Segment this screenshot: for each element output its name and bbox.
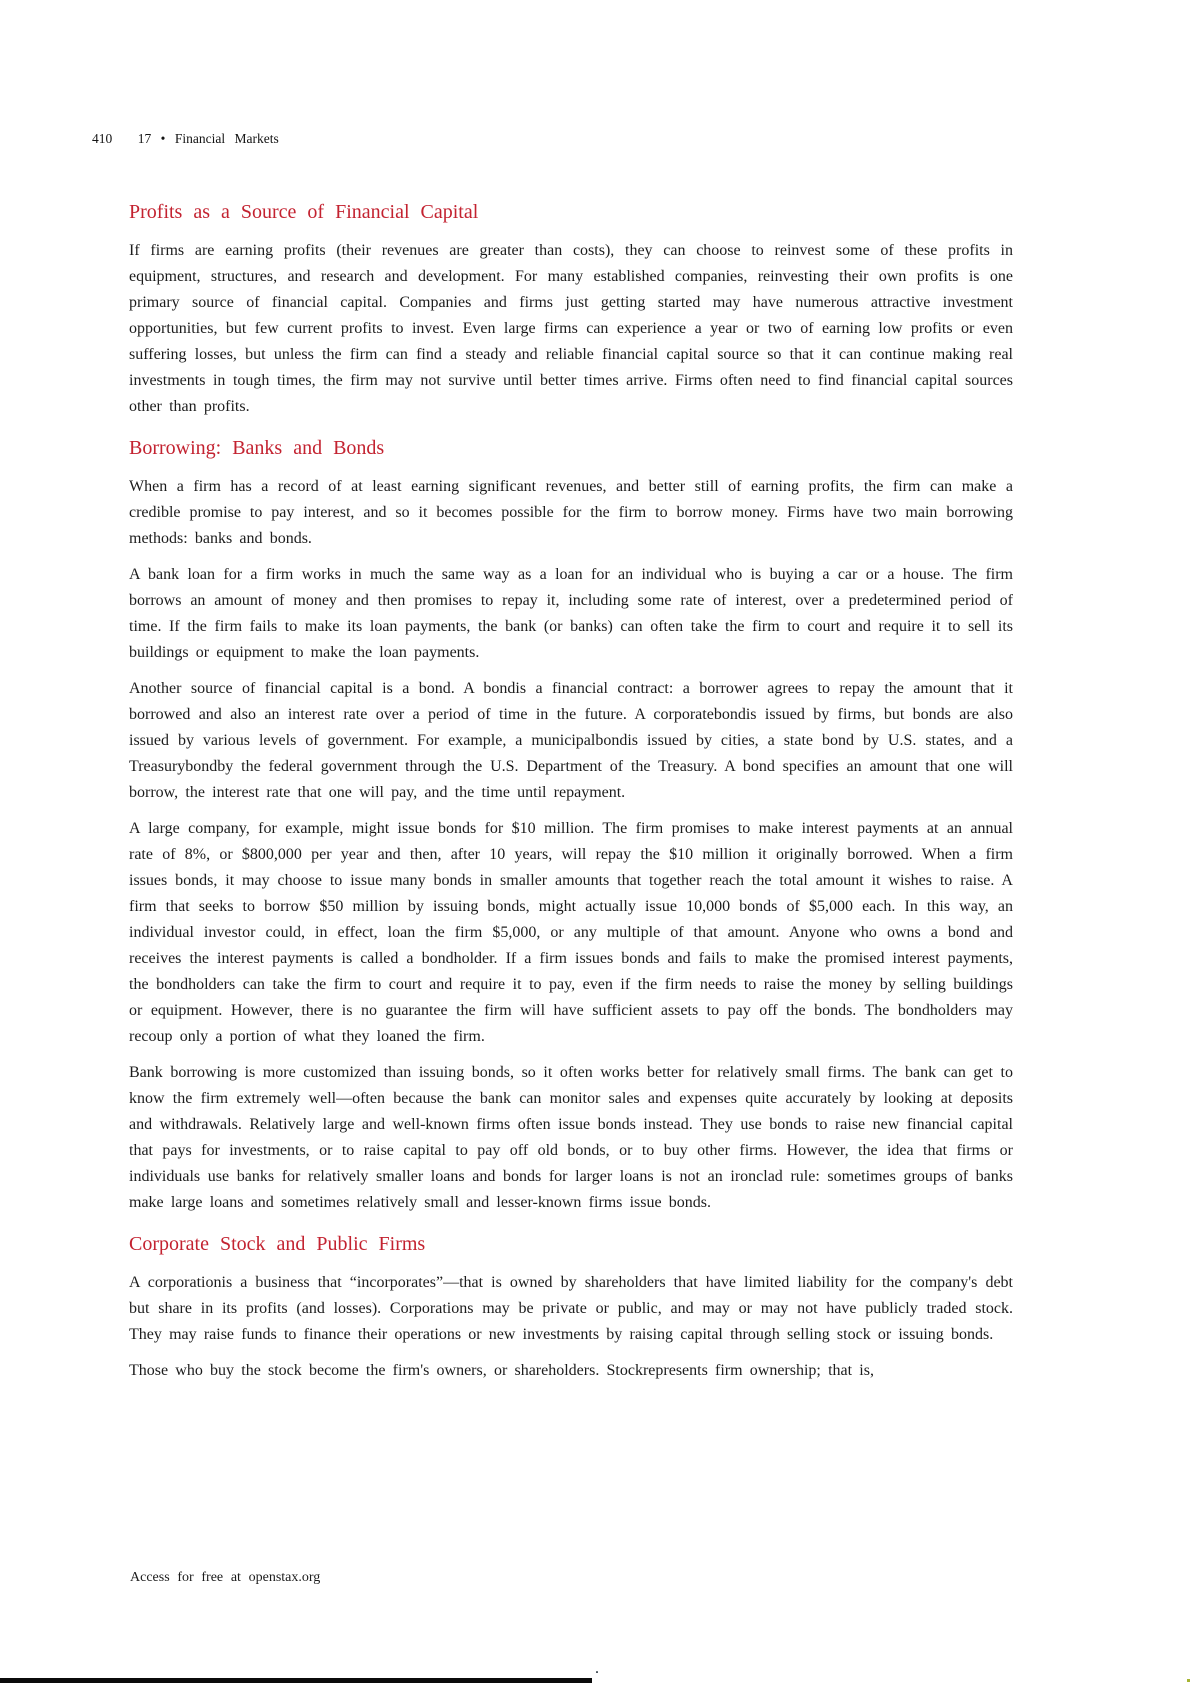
paragraph-bank-loan: A bank loan for a firm works in much the same way as a loan for an individual who is buying a car or a house. The firm borrows an amount of money and then promises to repay it, including some rate of interest, over a predetermined period of time. If the firm fails to make its loan payments, the bank (or banks) can often take the firm to court and require it to sell its buildings or equipment to make the loan payments. [129, 566, 1013, 661]
corner-scan-artifact [1187, 1679, 1190, 1682]
paragraph-bond-definition: Another source of financial capital is a bond. A bondis a financial contract: a borrower agrees to repay the amount that it borrowed and also an interest rate over a period of time in the future. A corporatebondis issued by firms, but bonds are also issued by various levels of government. For example, a municipalbondis issued by cities, a state bond by U.S. states, and a Treasurybondby the federal government through the U.S. Department of the Treasury. A bond specifies an amount that one will borrow, the interest rate that one will pay, and the time until repayment. [129, 680, 1013, 801]
paragraph-bond-example: A large company, for example, might issue bonds for $10 million. The firm promises to make interest payments at an annual rate of 8%, or $800,000 per year and then, after 10 years, will repay the $10 million it originally borrowed. When a firm issues bonds, it may choose to issue many bonds in smaller amounts that together reach the total amount it wishes to raise. A firm that seeks to borrow $50 million by issuing bonds, might actually issue 10,000 bonds of $5,000 each. In this way, an individual investor could, in effect, loan the firm $5,000, or any multiple of that amount. Anyone who owns a bond and receives the interest payments is called a bondholder. If a firm issues bonds and fails to make the promised interest payments, the bondholders can take the firm to court and require it to pay, even if the firm needs to raise the money by selling buildings or equipment. However, there is no guarantee the firm will have sufficient assets to pay off the bonds. The bondholders may recoup only a portion of what they loaned the firm. [129, 820, 1013, 1045]
page-content [129, 200, 1013, 1394]
paragraph-profits-reinvest: If firms are earning profits (their revenues are greater than costs), they can choose to reinvest some of these profits in equipment, structures, and research and development. For many established companies, reinvesting their own profits is one primary source of financial capital. Companies and firms just getting started may have numerous attractive investment opportunities, but few current profits to invest. Even large firms can experience a year or two of earning low profits or even suffering losses, but unless the firm can find a steady and reliable financial capital source so that it can continue making real investments in tough times, the firm may not survive until better times arrive. Firms often need to find financial capital sources other than profits. [129, 242, 1013, 415]
page-header [92, 131, 279, 147]
section-heading-profits-source-financial-capital: Profits as a Source of Financial Capital [129, 201, 479, 223]
paragraph-borrowing-methods: When a firm has a record of at least earning significant revenues, and better still of earning profits, the firm can make a credible promise to pay interest, and so it becomes possible for the firm to borrow money. Firms have two main borrowing methods: banks and bonds. [129, 478, 1013, 547]
bottom-artifact-dot: . [595, 1660, 599, 1677]
page-bottom-rule [0, 1678, 592, 1683]
section-heading-corporate-stock-public-firms: Corporate Stock and Public Firms [129, 1233, 426, 1255]
page-number: 410 [92, 131, 113, 146]
paragraph-shareholders: Those who buy the stock become the firm's owners, or shareholders. Stockrepresents firm ownership; that is, [129, 1362, 874, 1379]
page-footer [130, 1570, 320, 1586]
paragraph-corporation-definition: A corporationis a business that “incorporates”—that is owned by shareholders that have limited liability for the company's debt but share in its profits (and losses). Corporations may be private or public, and may or may not have publicly traded stock. They may raise funds to finance their operations or new investments by raising capital through selling stock or issuing bonds. [129, 1274, 1013, 1343]
paragraph-bank-vs-bonds: Bank borrowing is more customized than issuing bonds, so it often works better for relatively small firms. The bank can get to know the firm extremely well—often because the bank can monitor sales and expenses quite accurately by looking at deposits and withdrawals. Relatively large and well-known firms often issue bonds instead. They use bonds to raise new financial capital that pays for investments, or to raise capital to pay off old bonds, or to buy other firms. However, the idea that firms or individuals use banks for relatively smaller loans and bonds for larger loans is not an ironclad rule: sometimes groups of banks make large loans and sometimes relatively small and lesser-known firms issue bonds. [129, 1064, 1013, 1211]
footer-access-text: Access for free at openstax.org [130, 1570, 321, 1585]
running-title: 17 • Financial Markets [137, 131, 279, 146]
section-heading-borrowing-banks-bonds: Borrowing: Banks and Bonds [129, 437, 385, 459]
